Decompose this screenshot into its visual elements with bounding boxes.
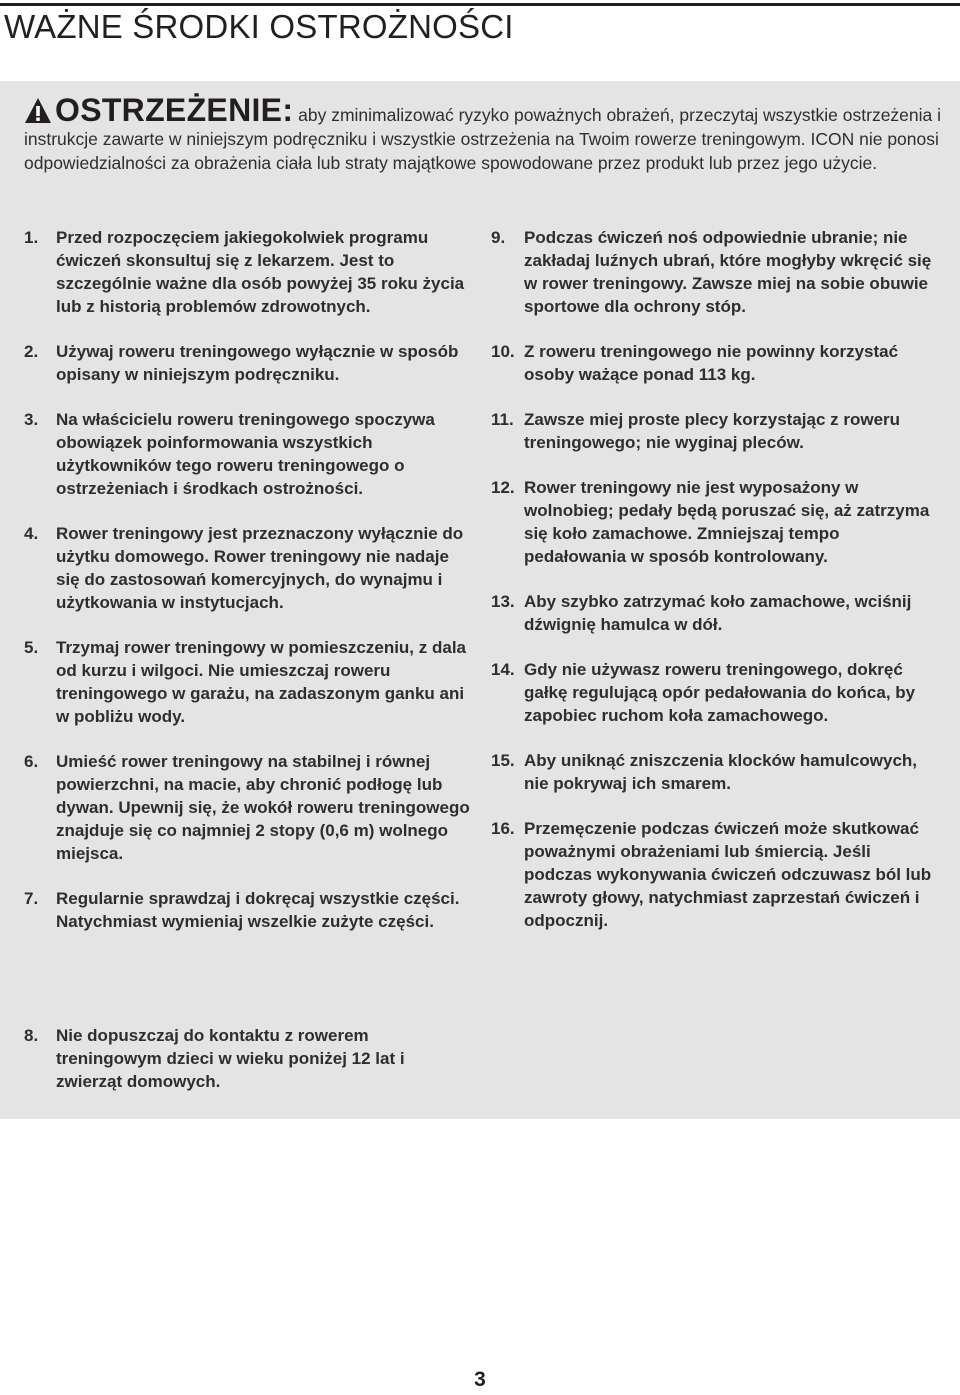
precaution-item — [24, 636, 474, 728]
precaution-number: 2. — [24, 342, 39, 361]
precaution-item — [24, 522, 474, 614]
top-rule — [0, 3, 960, 6]
warning-label: OSTRZEŻENIE: — [55, 92, 294, 128]
precaution-number: 16. — [491, 819, 515, 838]
precaution-item — [491, 340, 941, 386]
precaution-item — [24, 1024, 474, 1093]
precaution-item — [24, 408, 474, 500]
precaution-item — [491, 590, 941, 636]
precaution-number: 4. — [24, 524, 39, 543]
precautions-column-left — [24, 226, 474, 955]
warning-text: aby zminimalizować ryzyko poważnych obrażeń, przeczytaj wszystkie ostrzeżenia i instrukcje zawarte w niniejszym podręczniku i wszystkie ostrzeżenia na Twoim rowerze treningowym. ICON nie ponosi odpowiedzialności za obrażenia ciała lub straty majątkowe spowodowane przez produkt lub przez jego użycie. — [24, 105, 942, 173]
precaution-text: Regularnie sprawdzaj i dokręcaj wszystkie części. Natychmiast wymieniaj wszelkie zużyte części. — [56, 889, 460, 931]
warning-triangle-icon — [24, 97, 52, 125]
precaution-text: Z roweru treningowego nie powinny korzystać osoby ważące ponad 113 kg. — [524, 342, 899, 384]
precaution-text: Aby szybko zatrzymać koło zamachowe, wciśnij dźwignię hamulca w dół. — [524, 592, 912, 634]
precaution-number: 8. — [24, 1026, 39, 1045]
precaution-text: Umieść rower treningowy na stabilnej i równej powierzchni, na macie, aby chronić podłogę lub dywan. Upewnij się, że wokół roweru treningowego znajduje się co najmniej 2 stopy (0,6 m) wolnego miejsca. — [56, 752, 470, 863]
precautions-column-left-tail — [24, 1024, 474, 1115]
precaution-number: 3. — [24, 410, 39, 429]
precaution-number: 13. — [491, 592, 515, 611]
precaution-item — [491, 476, 941, 568]
warning-paragraph — [24, 92, 944, 175]
precaution-item — [491, 408, 941, 454]
precaution-item — [491, 658, 941, 727]
precaution-text: Przed rozpoczęciem jakiegokolwiek programu ćwiczeń skonsultuj się z lekarzem. Jest to szczególnie ważne dla osób powyżej 35 roku życia lub z historią problemów zdrowotnych. — [56, 228, 465, 316]
precaution-number: 7. — [24, 889, 39, 908]
precaution-text: Rower treningowy nie jest wyposażony w wolnobieg; pedały będą poruszać się, aż zatrzyma się koło zamachowe. Zmniejszaj tempo pedałowania w sposób kontrolowany. — [524, 478, 930, 566]
page-title: WAŻNE ŚRODKI OSTROŻNOŚCI — [4, 8, 514, 45]
precaution-item — [24, 340, 474, 386]
precaution-number: 10. — [491, 342, 515, 361]
precaution-number: 1. — [24, 228, 39, 247]
precaution-text: Używaj roweru treningowego wyłącznie w sposób opisany w niniejszym podręczniku. — [56, 342, 459, 384]
precaution-text: Przemęczenie podczas ćwiczeń może skutkować poważnymi obrażeniami lub śmiercią. Jeśli podczas wykonywania ćwiczeń odczuwasz ból lub zawroty głowy, natychmiast zaprzestań ćwiczeń i odpocznij. — [524, 819, 932, 930]
precaution-text: Zawsze miej proste plecy korzystając z roweru treningowego; nie wyginaj pleców. — [524, 410, 901, 452]
precaution-number: 14. — [491, 660, 515, 679]
precaution-number: 5. — [24, 638, 39, 657]
precaution-item — [24, 750, 474, 865]
precaution-item — [24, 887, 474, 933]
precaution-number: 6. — [24, 752, 39, 771]
precaution-number: 15. — [491, 751, 515, 770]
precaution-item — [24, 226, 474, 318]
precaution-text: Nie dopuszczaj do kontaktu z rowerem treningowym dzieci w wieku poniżej 12 lat i zwierząt domowych. — [56, 1026, 405, 1091]
precaution-text: Podczas ćwiczeń noś odpowiednie ubranie; nie zakładaj luźnych ubrań, które mogłyby wkręcić się w rower treningowy. Zawsze miej na sobie obuwie sportowe dla ochrony stóp. — [524, 228, 932, 316]
precaution-text: Rower treningowy jest przeznaczony wyłącznie do użytku domowego. Rower treningowy nie nadaje się do zastosowań komercyjnych, do wynajmu i użytkowania w instytucjach. — [56, 524, 464, 612]
precaution-text: Trzymaj rower treningowy w pomieszczeniu, z dala od kurzu i wilgoci. Nie umieszczaj roweru treningowego w garażu, na zadaszonym ganku ani w pobliżu wody. — [56, 638, 466, 726]
precaution-item — [491, 226, 941, 318]
precaution-text: Na właścicielu roweru treningowego spoczywa obowiązek poinformowania wszystkich użytkowników tego roweru treningowego o ostrzeżeniach i środkach ostrożności. — [56, 410, 435, 498]
precautions-column-right — [491, 226, 941, 954]
precaution-number: 11. — [491, 410, 514, 429]
precaution-number: 12. — [491, 478, 515, 497]
precaution-item — [491, 817, 941, 932]
page-number: 3 — [474, 1368, 486, 1391]
precaution-item — [491, 749, 941, 795]
precaution-number: 9. — [491, 228, 506, 247]
precaution-text: Aby uniknąć zniszczenia klocków hamulcowych, nie pokrywaj ich smarem. — [524, 751, 918, 793]
precaution-text: Gdy nie używasz roweru treningowego, dokręć gałkę regulującą opór pedałowania do końca, by zapobiec ruchom koła zamachowego. — [524, 660, 916, 725]
